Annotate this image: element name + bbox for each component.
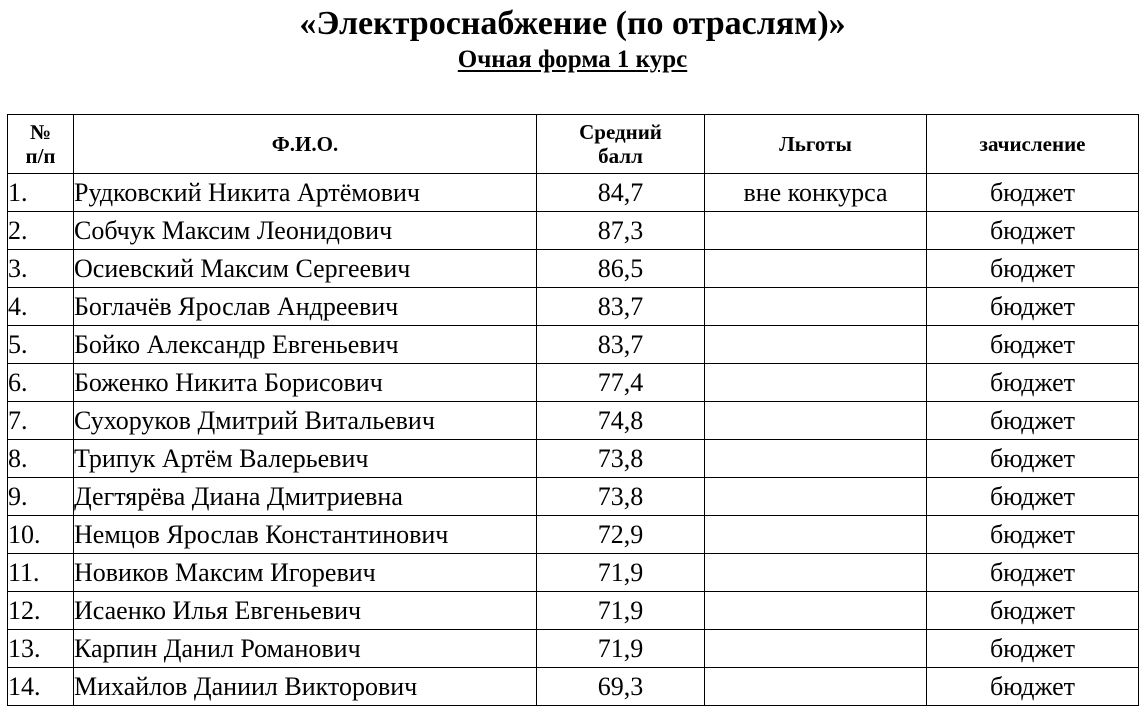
cell-number: 9. [8, 478, 74, 516]
cell-average-score: 73,8 [537, 440, 705, 478]
table-row [8, 554, 1139, 592]
cell-benefits: вне конкурса [705, 174, 927, 212]
cell-number: 3. [8, 250, 74, 288]
cell-enrollment: бюджет [927, 174, 1139, 212]
cell-full-name: Исаенко Илья Евгеньевич [74, 592, 537, 630]
cell-full-name: Бойко Александр Евгеньевич [74, 326, 537, 364]
cell-full-name: Осиевский Максим Сергеевич [74, 250, 537, 288]
header-number-line-2: п/п [25, 144, 56, 168]
table-row [8, 326, 1139, 364]
cell-benefits [705, 288, 927, 326]
cell-enrollment: бюджет [927, 668, 1139, 706]
cell-benefits [705, 668, 927, 706]
cell-benefits [705, 402, 927, 440]
cell-number: 13. [8, 630, 74, 668]
cell-benefits [705, 630, 927, 668]
cell-average-score: 71,9 [537, 554, 705, 592]
cell-enrollment: бюджет [927, 364, 1139, 402]
cell-number: 5. [8, 326, 74, 364]
table-header [8, 115, 1139, 174]
cell-average-score: 87,3 [537, 212, 705, 250]
cell-benefits [705, 554, 927, 592]
cell-average-score: 86,5 [537, 250, 705, 288]
cell-benefits [705, 364, 927, 402]
document-title: «Электроснабжение (по отраслям)» [299, 5, 846, 42]
cell-number: 2. [8, 212, 74, 250]
cell-number: 10. [8, 516, 74, 554]
header-name: Ф.И.О. [74, 115, 537, 174]
cell-enrollment: бюджет [927, 592, 1139, 630]
cell-full-name: Боженко Никита Борисович [74, 364, 537, 402]
header-enrollment: зачисление [927, 115, 1139, 174]
cell-enrollment: бюджет [927, 250, 1139, 288]
cell-full-name: Сухоруков Дмитрий Витальевич [74, 402, 537, 440]
cell-full-name: Новиков Максим Игоревич [74, 554, 537, 592]
cell-number: 8. [8, 440, 74, 478]
cell-number: 4. [8, 288, 74, 326]
cell-average-score: 71,9 [537, 592, 705, 630]
cell-benefits [705, 326, 927, 364]
table-row [8, 212, 1139, 250]
cell-enrollment: бюджет [927, 516, 1139, 554]
cell-average-score: 83,7 [537, 288, 705, 326]
cell-benefits [705, 478, 927, 516]
cell-full-name: Собчук Максим Леонидович [74, 212, 537, 250]
cell-full-name: Немцов Ярослав Константинович [74, 516, 537, 554]
table-row [8, 402, 1139, 440]
table-row [8, 668, 1139, 706]
table-row [8, 174, 1139, 212]
cell-full-name: Карпин Данил Романович [74, 630, 537, 668]
cell-benefits [705, 516, 927, 554]
header-benefits: Льготы [705, 115, 927, 174]
cell-enrollment: бюджет [927, 630, 1139, 668]
table-body [8, 174, 1139, 706]
cell-enrollment: бюджет [927, 212, 1139, 250]
table-row [8, 516, 1139, 554]
cell-benefits [705, 592, 927, 630]
cell-average-score: 73,8 [537, 478, 705, 516]
cell-enrollment: бюджет [927, 440, 1139, 478]
header-score-line-1: Средний [579, 120, 662, 144]
cell-average-score: 83,7 [537, 326, 705, 364]
table-row [8, 288, 1139, 326]
table-row [8, 592, 1139, 630]
cell-benefits [705, 440, 927, 478]
cell-average-score: 77,4 [537, 364, 705, 402]
cell-number: 7. [8, 402, 74, 440]
cell-number: 11. [8, 554, 74, 592]
header-score-line-2: балл [598, 144, 643, 168]
cell-average-score: 84,7 [537, 174, 705, 212]
cell-enrollment: бюджет [927, 288, 1139, 326]
document-subtitle: Очная форма 1 курс [457, 46, 688, 73]
cell-enrollment: бюджет [927, 326, 1139, 364]
header-number [8, 115, 74, 174]
cell-enrollment: бюджет [927, 554, 1139, 592]
cell-number: 14. [8, 668, 74, 706]
enrollment-table [7, 114, 1139, 706]
cell-average-score: 71,9 [537, 630, 705, 668]
cell-number: 6. [8, 364, 74, 402]
table-row [8, 250, 1139, 288]
table-row [8, 478, 1139, 516]
cell-full-name: Михайлов Даниил Викторович [74, 668, 537, 706]
table-row [8, 364, 1139, 402]
cell-full-name: Рудковский Никита Артёмович [74, 174, 537, 212]
table-row [8, 440, 1139, 478]
cell-average-score: 74,8 [537, 402, 705, 440]
cell-full-name: Дегтярёва Диана Дмитриевна [74, 478, 537, 516]
cell-average-score: 72,9 [537, 516, 705, 554]
cell-benefits [705, 250, 927, 288]
cell-number: 1. [8, 174, 74, 212]
table-row [8, 630, 1139, 668]
header-score [537, 115, 705, 174]
cell-number: 12. [8, 592, 74, 630]
cell-full-name: Трипук Артём Валерьевич [74, 440, 537, 478]
header-row [8, 115, 1139, 174]
cell-full-name: Боглачёв Ярослав Андреевич [74, 288, 537, 326]
cell-enrollment: бюджет [927, 402, 1139, 440]
header-number-line-1: № [29, 120, 52, 144]
cell-average-score: 69,3 [537, 668, 705, 706]
cell-benefits [705, 212, 927, 250]
cell-enrollment: бюджет [927, 478, 1139, 516]
